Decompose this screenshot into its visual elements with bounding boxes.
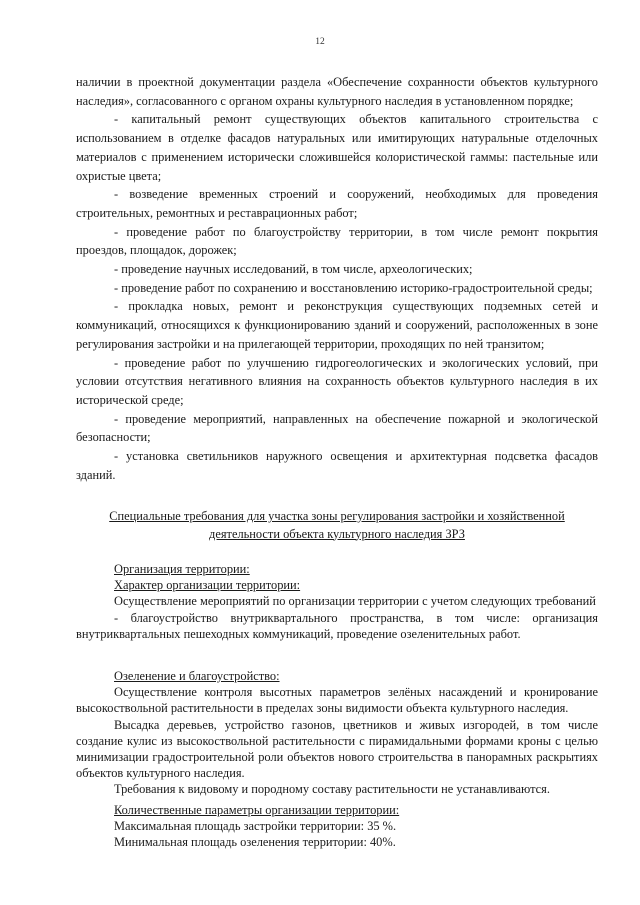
paragraph: наличии в проектной документации раздела «Обеспечение сохранности объектов культурного наследия», согласованного с органом охраны культурного наследия в установленном порядке; <box>76 75 598 108</box>
regulations-list <box>76 73 598 484</box>
organization-heading: Организация территории: <box>114 562 250 576</box>
greening-heading: Озеленение и благоустройство: <box>114 669 280 683</box>
list-item: - прокладка новых, ремонт и реконструкция существующих подземных сетей и коммуникаций, относящихся к функционированию зданий и сооружений, расположенных в зоне регулирования застройки и на прилегающей территории, проходящих по ней транзитом; <box>76 299 598 351</box>
list-item: - проведение научных исследований, в том числе, археологических; <box>114 262 473 277</box>
quantitative-heading: Количественные параметры организации территории: <box>114 803 400 817</box>
list-item: - капитальный ремонт существующих объектов капитального строительства с использованием в отделке фасадов натуральных или имитирующих натуральные отделочных материалов с применением исторически сложившейся колористической гаммы: пастельные или охристые цвета; <box>76 112 598 183</box>
organization-text: Осуществление мероприятий по организации территории с учетом следующих требований <box>114 594 596 609</box>
section-title: Специальные требования для участка зоны регулирования застройки и хозяйственной деятельности объекта культурного наследия ЗРЗ <box>109 509 565 541</box>
list-item: - проведение работ по улучшению гидрогеологических и экологических условий, при условии отсутствия негативного влияния на сохранность объектов культурного наследия в их исторической среде; <box>76 355 598 407</box>
page-number: 12 <box>315 37 325 47</box>
max-building-area: Максимальная площадь застройки территории: 35 %. <box>114 819 397 834</box>
list-item: - возведение временных строений и сооружений, необходимых для проведения строительных, ремонтных и реставрационных работ; <box>76 187 598 220</box>
greening-paragraph: Требования к видовому и породному составу растительности не устанавливаются. <box>114 782 550 797</box>
organization-block <box>76 561 598 642</box>
min-greening-area: Минимальная площадь озеленения территории: 40%. <box>114 835 396 850</box>
greening-block <box>76 668 598 798</box>
organization-item: - благоустройство внутриквартального пространства, в том числе: организация внутриквартальных пешеходных коммуникаций, проведение озеленительных работ. <box>76 610 598 641</box>
greening-paragraph: Осуществление контроля высотных параметров зелёных насаждений и кронирование высокоствольной растительности в пределах зоны видимости объекта культурного наследия. <box>76 685 598 716</box>
list-item: - проведение работ по сохранению и восстановлению историко-градостроительной среды; <box>114 280 593 295</box>
organization-subheading: Характер организации территории: <box>114 578 301 593</box>
list-item: - установка светильников наружного освещения и архитектурная подсветка фасадов зданий. <box>76 449 598 482</box>
list-item: - проведение мероприятий, направленных на обеспечение пожарной и экологической безопасности; <box>76 411 598 445</box>
quantitative-block <box>76 802 598 851</box>
greening-paragraph: Высадка деревьев, устройство газонов, цветников и живых изгородей, в том числе создание кулис из высокоствольной растительности с пирамидальными формами кроны с целью минимизации градостроительной роли объектов нового строительства в панорамных раскрытиях объектов культурного наследия. <box>76 717 598 781</box>
list-item: - проведение работ по благоустройству территории, в том числе ремонт покрытия проездов, площадок, дорожек; <box>76 224 598 258</box>
